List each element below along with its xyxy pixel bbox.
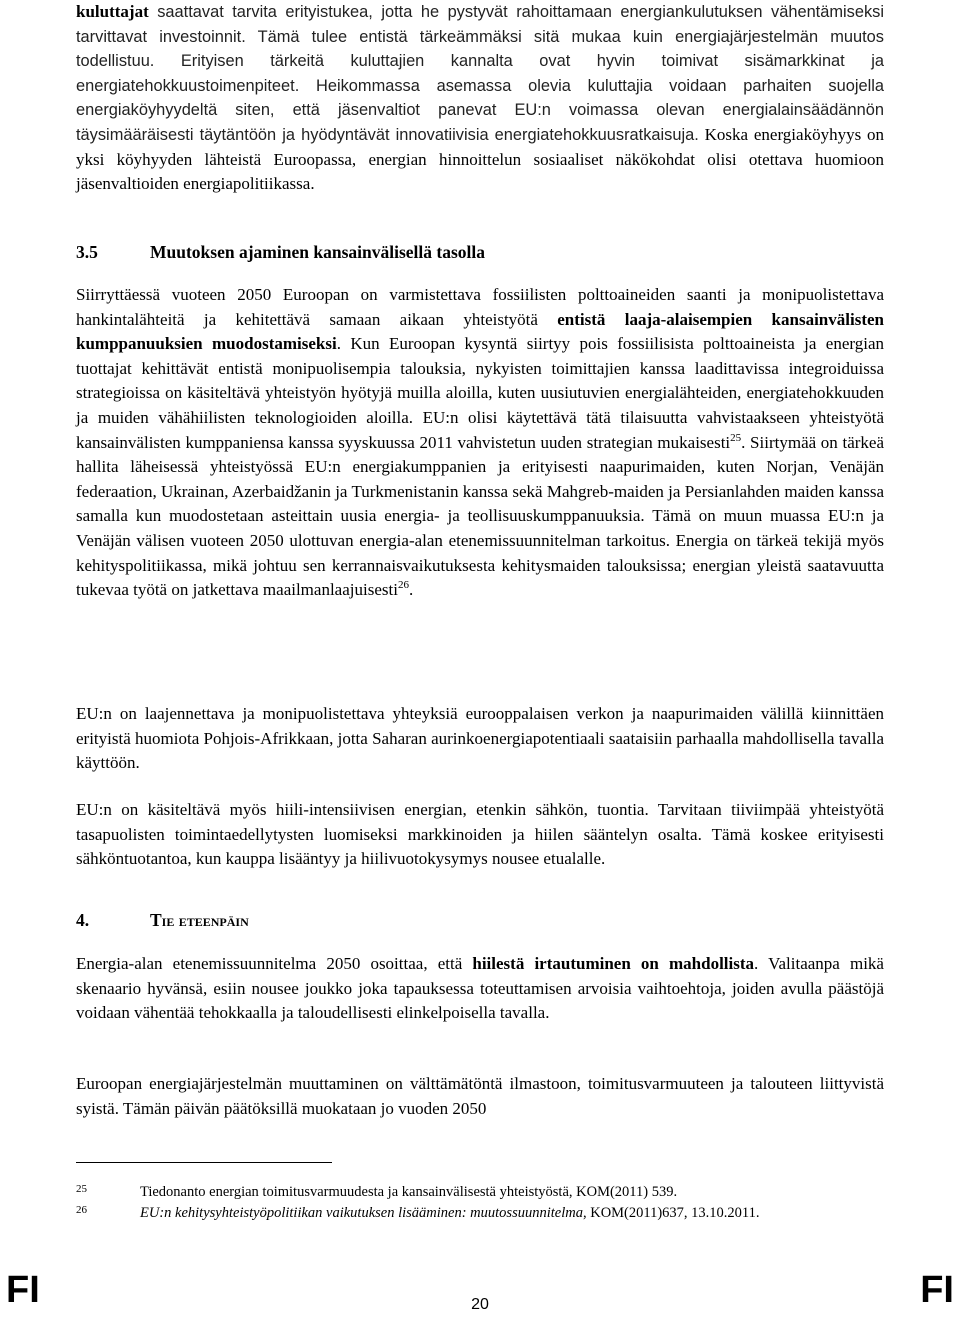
section-heading-3-5 — [76, 240, 485, 264]
intro-bold-lead: kuluttajat — [76, 2, 149, 21]
footnote-text — [140, 1182, 884, 1203]
section-title: Tie eteenpäin — [150, 910, 249, 930]
footnote-26 — [76, 1203, 884, 1224]
footnote-25-text: Tiedonanto energian toimitusvarmuudesta ja kansainvälisestä yhteistyöstä, KOM(2011) 539. — [140, 1184, 678, 1200]
paragraph-carbon-imports: EU:n on käsiteltävä myös hiili-intensiivisen energian, etenkin sähkön, tuontia. Tarvitaan tiiviimpää yhteistyötä tasapuolisten toimintaedellytysten luomiseksi markkinoiden ja hiilen sääntelyn osalta. Tämä koskee erityisesti sähköntuotantoa, kun kauppa lisääntyy ja hiilivuotokysymys nousee etualalle. — [76, 800, 884, 869]
p4-bold: hiilestä irtautuminen on mahdollista — [472, 954, 755, 973]
intro-text-a: saattavat tarvita erityistukea, jotta he pystyvät rahoittamaan energiankulutuksen vähentämiseksi tarvittavat investoinnit. Tämä tulee entistä tärkeämmäksi sitä mukaa kuin energiajärjestelmän muutos todellistuu. Erityisen tärkeitä kuluttajien kannalta ovat hyvin toimivat sisämarkkinat ja energiatehokkuustoimenpiteet. — [76, 3, 884, 95]
footnote-26-italic: EU:n kehitysyhteistyöpolitiikan vaikutuksen lisääminen: muutossuunnitelma — [140, 1205, 583, 1221]
footnote-separator — [76, 1162, 332, 1163]
footnote-26-text: , KOM(2011)637, 13.10.2011. — [582, 1205, 760, 1221]
intro-paragraph — [76, 0, 884, 197]
footer-language-left: FI — [6, 1269, 40, 1311]
footnote-text — [140, 1203, 884, 1224]
p1-bold: entistä laaja-alaisempien kansainvälisten kumppanuuksien muodostamiseksi — [76, 309, 884, 354]
paragraph-international — [76, 283, 884, 603]
paragraph-connections: EU:n on laajennettava ja monipuolistettava yhteyksiä eurooppalaisen verkon ja naapurimaiden välillä kiinnittäen erityistä huomiota Pohjois-Afrikkaan, jotta Saharan aurinkoenergiapotentiaali saataisiin parhaalla mahdollisella tavalla käyttöön. — [76, 704, 884, 773]
p1-text-4: . — [408, 580, 414, 600]
p4-text-1: Energia-alan etenemissuunnitelma 2050 osoittaa, että — [76, 954, 473, 973]
intro-text-c: Koska energiaköyhyys on yksi köyhyyden lähteistä Euroopassa, energian hinnoittelun sosiaaliset näkökohdat olisi otettava huomioon jäsenvaltioiden energiapolitiikassa. — [76, 124, 884, 194]
p1-text-3: . Siirtymää on tärkeä hallita läheisessä yhteistyössä EU:n energiakumppanien ja erityisesti naapurimaiden, kuten Norjan, Venäjän federaation, Ukrainan, Azerbaidžanin ja Turkmenistanin kanssa sekä Mahgreb-maiden ja Persianlahden maiden kanssa samalla kun muodostetaan asteittain uusia energia- ja teollisuuskumppanuuksia. Tämä on muun muassa EU:n ja Venäjän välisen vuoteen 2050 ulottuvan energia-alan etenemissuunnitelman tarkoitus. Energia on tärkeä tekijä myös kehityspolitiikassa, mikä johtuu sen kerrannaisvaikutuksesta kehitysmaiden talouksissa; energian yleistä saatavuutta tukevaa työtä on jatkettava maailmanlaajuisesti — [76, 432, 884, 600]
footnote-25 — [76, 1182, 884, 1203]
p4-text-2: . Valitaanpa mikä skenaario hyvänsä, esiin nousee joukko joka tapauksessa toteuttamisen arvoisia vaihtoehtoja, joiden avulla päästöjä voidaan vähentää tehokkaalla ja taloudellisesti elinkelpoisella tavalla. — [76, 954, 884, 1023]
footnote-ref-26[interactable]: 26 — [397, 579, 409, 592]
footnote-number: 25 — [76, 1183, 87, 1195]
p1-text-1: Siirryttäessä vuoteen 2050 Euroopan on varmistettava fossiilisten polttoaineiden saanti ja monipuolistettava hankintalähteitä ja kehitettävä samaan aikaan yhteistyötä — [76, 285, 884, 329]
intro-text-b: Heikommassa asemassa olevia kuluttajia voidaan parhaiten suojella energiaköyhyydeltä siten, että jäsenvaltiot panevat EU:n voimassa olevan energialainsäädännön täysimääräisesti täytäntöön ja hyödyntävät innovatiivisia energiatehokkuusratkaisuja. — [76, 76, 884, 144]
paragraph-roadmap — [76, 952, 884, 1026]
section-number: 4. — [76, 910, 90, 930]
section-title: Muutoksen ajaminen kansainvälisellä tasolla — [150, 242, 485, 262]
section-number: 3.5 — [76, 242, 98, 262]
footnote-number: 26 — [76, 1204, 87, 1216]
paragraph-transformation: Euroopan energiajärjestelmän muuttaminen on välttämätöntä ilmastoon, toimitusvarmuuteen ja talouteen liittyvistä syistä. Tämän päivän päätöksillä muokataan jo vuoden 2050 — [76, 1074, 884, 1118]
section-heading-4 — [76, 908, 249, 932]
footer-language-right: FI — [920, 1269, 954, 1311]
p1-text-2: . Kun Euroopan kysyntä siirtyy pois fossiilisista polttoaineista ja energian tuottajat kehittävät entistä monipuolisempia talouksia, nykyisten toimittajien kanssa laadittavissa integroiduissa strategioissa on käsiteltävä yhteistyön hyötyjä muilla aloilla, kuten uusiutuvien energialähteiden, energiatehokkuuden ja muiden vähähiilisten teknologioiden aloilla. EU:n olisi käytettävä tätä tilaisuutta vahvistaakseen yhteistyötä kansainvälisten kumppaniensa kanssa syyskuussa 2011 vahvistetun uuden strategian mukaisesti — [76, 334, 884, 452]
page-number: 20 — [471, 1296, 489, 1313]
footnote-ref-25[interactable]: 25 — [730, 431, 742, 444]
